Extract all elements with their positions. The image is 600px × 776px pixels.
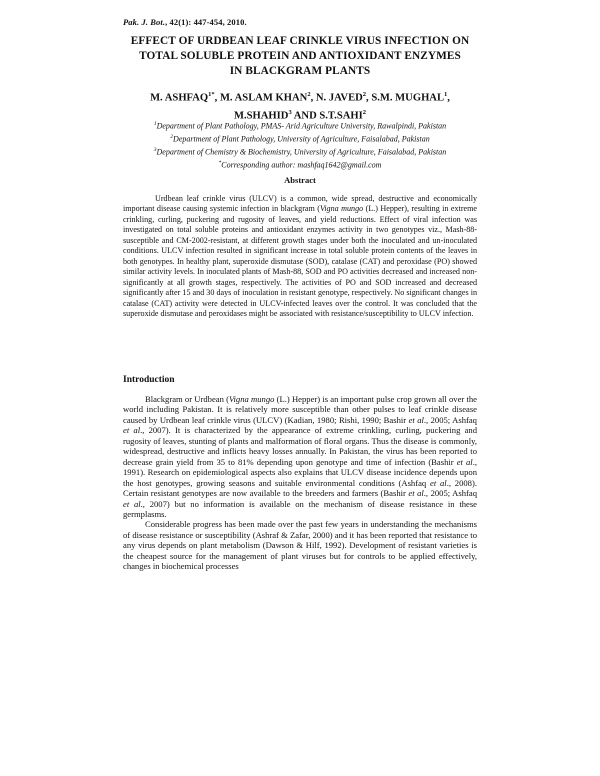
citation-etal: et al bbox=[408, 488, 424, 499]
text-run: (L.) Hepper) is an important pulse crop grown all over the world including Pakistan. It is relatively more susceptible than other pulses to leaf crinkle disease caused by Urdbean leaf crinkle virus (ULCV) (Kadian, 1980; Rishi, 1990; Bashir bbox=[123, 394, 477, 425]
text-run: Blackgram or Urdbean ( bbox=[145, 394, 229, 404]
affiliation-text: Department of Chemistry & Biochemistry, University of Agriculture, Faisalabad, Pakistan bbox=[156, 147, 447, 157]
paper-title bbox=[110, 34, 490, 79]
corresponding-author-text: Corresponding author: mashfaq1642@gmail.com bbox=[221, 160, 382, 170]
journal-ref: , 42(1): 447-454, 2010. bbox=[165, 17, 247, 27]
paragraph bbox=[123, 394, 477, 519]
citation-etal: et al bbox=[456, 456, 473, 467]
text-run: ., 2007). It is characterized by the appearance of extreme crinkling, curling, puckering and rugosity of leaves, stunting of plants and malformation of floral organs. Thus the disease is commonly, widespread, destructive and inflicts heavy losses annually. In Pakistan, the virus has been reported to decrease grain yield from 35 to 81% depending upon genotype and time of infection (Bashir bbox=[123, 425, 477, 467]
author-list bbox=[110, 88, 490, 123]
journal-name: Pak. J. Bot. bbox=[123, 17, 166, 27]
citation-etal: et al bbox=[408, 414, 424, 425]
author-affil-mark: 2 bbox=[362, 108, 366, 116]
text-run: ., 2007) but no information is available on the mechanism of disease resistance in these germplasms. bbox=[123, 498, 477, 519]
author-name: AND S.T.SAHI bbox=[291, 110, 363, 122]
text-run: ., 2005; Ashfaq bbox=[423, 488, 477, 499]
author-affil-mark: 1 bbox=[444, 91, 448, 98]
affiliation-list bbox=[110, 119, 490, 170]
corresponding-author bbox=[110, 158, 490, 171]
affiliation-mark: 3 bbox=[153, 146, 157, 153]
citation-etal: et al bbox=[123, 425, 141, 436]
affiliation-text: Department of Plant Pathology, University of Agriculture, Faisalabad, Pakistan bbox=[173, 134, 430, 144]
author-affil-mark: 3 bbox=[288, 108, 292, 116]
title-line: TOTAL SOLUBLE PROTEIN AND ANTIOXIDANT ENZYMES bbox=[139, 50, 461, 62]
author-affil-mark: 1* bbox=[208, 91, 215, 98]
citation-etal: et al bbox=[123, 498, 141, 509]
title-line: IN BLACKGRAM PLANTS bbox=[229, 65, 371, 77]
species-name: Vigna mungo bbox=[319, 204, 364, 214]
author-affil-mark: 2 bbox=[307, 91, 311, 98]
affiliation-text: Department of Plant Pathology, PMAS- Arid Agriculture University, Rawalpindi, Pakistan bbox=[156, 121, 447, 131]
text-run: ., 2005; Ashfaq bbox=[423, 414, 477, 425]
abstract-heading: Abstract bbox=[284, 175, 316, 185]
author-separator: , bbox=[447, 92, 450, 104]
author-name: , S.M. MUGHAL bbox=[366, 92, 445, 104]
paragraph: Considerable progress has been made over the past few years in understanding the mechanisms of disease resistance or susceptibility (Ashraf & Zafar, 2000) and it has been reported that resistance to any virus depends on plant metabolism (Dawson & Hilf, 1992). Development of resistant varieties is the cheapest source for the management of plant viruses but for controls to be applied effectively, changes in biochemical processes bbox=[123, 519, 477, 572]
abstract-text bbox=[123, 194, 477, 319]
journal-citation bbox=[123, 17, 247, 27]
author-name: M. ASHFAQ bbox=[150, 92, 209, 104]
text-run: ., 2008). Certain resistant genotypes are now available to the breeders and farmers (Bashir bbox=[123, 477, 477, 499]
affiliation-mark: 1 bbox=[153, 121, 157, 127]
affiliation-mark: 2 bbox=[170, 133, 174, 140]
species-name: Vigna mungo bbox=[228, 394, 275, 404]
introduction-heading: Introduction bbox=[123, 375, 175, 385]
title-line: EFFECT OF URDBEAN LEAF CRINKLE VIRUS INFECTION ON bbox=[130, 35, 470, 47]
author-name: , N. JAVED bbox=[310, 92, 363, 104]
affiliation-item bbox=[110, 145, 490, 158]
citation-etal: et al bbox=[430, 477, 447, 488]
abstract-part: Urdbean leaf crinkle virus (ULCV) is a common, wide spread, destructive and economically important disease causing systemic infection in blackgram ( bbox=[123, 194, 477, 214]
text-run: ., 1991). Research on epidemiological aspects also explains that ULCV disease incidence depends upon the host genotypes, growing seasons and suitable environmental conditions (Ashfaq bbox=[123, 456, 477, 488]
affiliation-item bbox=[110, 132, 490, 145]
affiliation-mark: * bbox=[218, 159, 222, 166]
abstract-part: (L.) Hepper), resulting in extreme crinkling, curling, puckering and rugosity of leaves, and yield reductions. Effect of viral infection was investigated on total soluble proteins and antioxidant enzymes activity in two genotypes viz., Mash-88-susceptible and CM-2002-resistant, at different growth stages under both the inoculated and un-inoculated conditions. ULCV infection resulted in significant increase in total soluble protein contents of the leaves in both genotypes. In healthy plant, superoxide dismutase (SOD), catalase (CAT) and peroxidase (PO) showed similar activity levels. In inoculated plants of Mash-88, SOD and PO activities decreased and increased non-significantly at all growth stages, respectively. The activities of PO and SOD increased and decreased significantly after 15 and 30 days of inoculation in resistant genotype, respectively. No significant changes in catalase (CAT) activity were detected in ULCV-infected leaves over the control. It was concluded that the superoxide dismutase and peroxidases might be associated with resistance/susceptibility to ULCV infection. bbox=[123, 204, 477, 318]
author-name: , M. ASLAM KHAN bbox=[214, 92, 308, 104]
author-name: M.SHAHID bbox=[234, 110, 289, 122]
affiliation-item bbox=[110, 119, 490, 132]
introduction-body bbox=[123, 394, 477, 572]
author-affil-mark: 2 bbox=[362, 91, 367, 98]
